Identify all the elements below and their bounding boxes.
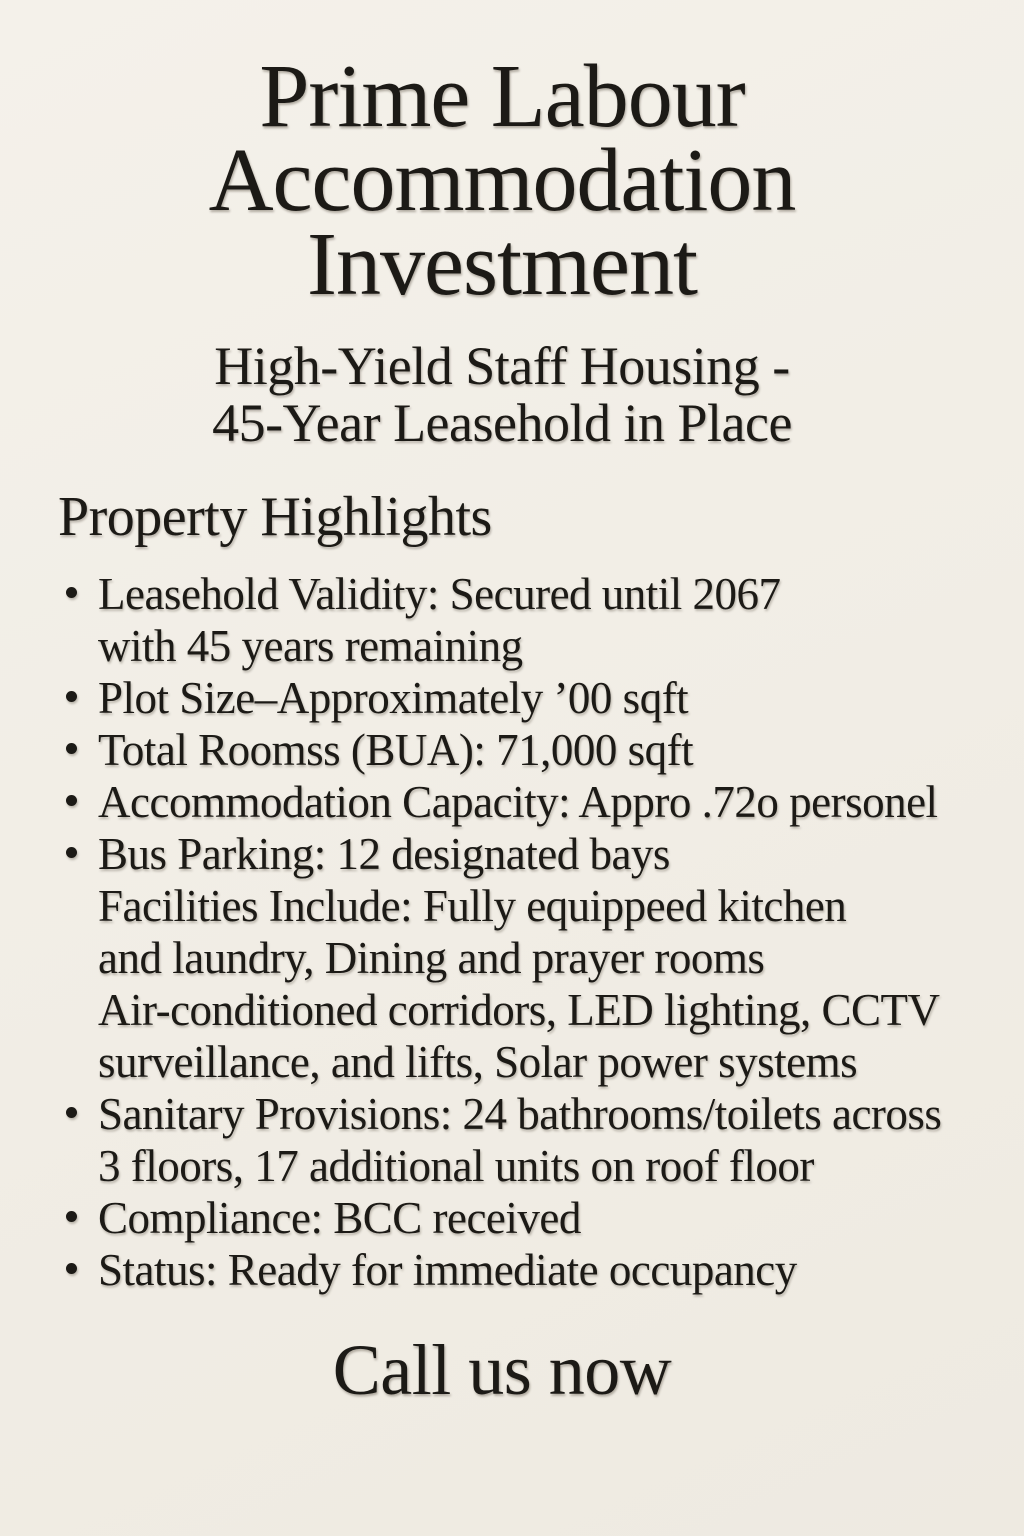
highlight-line: and laundry, Dining and prayer rooms — [98, 933, 765, 983]
highlight-line: Status: Ready for immediate occupancy — [98, 1245, 797, 1295]
highlight-item-capacity — [58, 776, 1008, 828]
highlight-line: Leasehold Validity: Secured until 2067 — [98, 569, 781, 619]
cta-text: Call us now — [332, 1330, 672, 1410]
highlight-item-status — [58, 1244, 1008, 1296]
highlight-line: Plot Size–Approximately ’00 sqft — [98, 673, 689, 723]
highlight-line: Facilities Include: Fully equippeed kitchen — [98, 881, 847, 931]
bullet-icon — [66, 1107, 77, 1118]
highlight-item-compliance — [58, 1192, 1008, 1244]
title-line: Investment — [307, 215, 697, 314]
bullet-icon — [66, 1211, 77, 1222]
subtitle-line: 45-Year Leasehold in Place — [212, 393, 792, 453]
highlight-line: Compliance: BCC received — [98, 1193, 581, 1243]
bullet-icon — [66, 1263, 77, 1274]
highlight-item-total-rooms — [58, 724, 1008, 776]
highlight-line: Total Roomss (BUA): 71,000 sqft — [98, 725, 694, 775]
bullet-icon — [66, 795, 77, 806]
title-line: Prime Labour — [259, 47, 745, 146]
subtitle-line: High-Yield Staff Housing - — [214, 336, 790, 396]
highlight-item-parking-facilities — [58, 828, 1008, 1088]
section-heading: Property Highlights — [58, 486, 492, 548]
title-line: Accommodation — [208, 131, 796, 230]
highlight-line: surveillance, and lifts, Solar power systems — [98, 1037, 858, 1087]
bullet-icon — [66, 691, 77, 702]
highlight-line: Sanitary Provisions: 24 bathrooms/toilets across — [98, 1089, 942, 1139]
bullet-icon — [66, 587, 77, 598]
highlight-line: Accommodation Capacity: Appro .72o personel — [98, 777, 938, 827]
subtitle — [0, 338, 1004, 452]
highlight-line: Bus Parking: 12 designated bays — [98, 829, 670, 879]
highlights-list — [58, 568, 1008, 1296]
highlight-item-leasehold — [58, 568, 1008, 672]
highlight-item-sanitary — [58, 1088, 1008, 1192]
highlight-line: with 45 years remaining — [98, 621, 523, 671]
bullet-icon — [66, 847, 77, 858]
bullet-icon — [66, 743, 77, 754]
highlight-line: 3 floors, 17 additional units on roof floor — [98, 1141, 814, 1191]
highlight-line: Air-conditioned corridors, LED lighting, CCTV — [98, 985, 940, 1035]
page-title — [0, 47, 1004, 314]
highlight-item-plot-size — [58, 672, 1008, 724]
